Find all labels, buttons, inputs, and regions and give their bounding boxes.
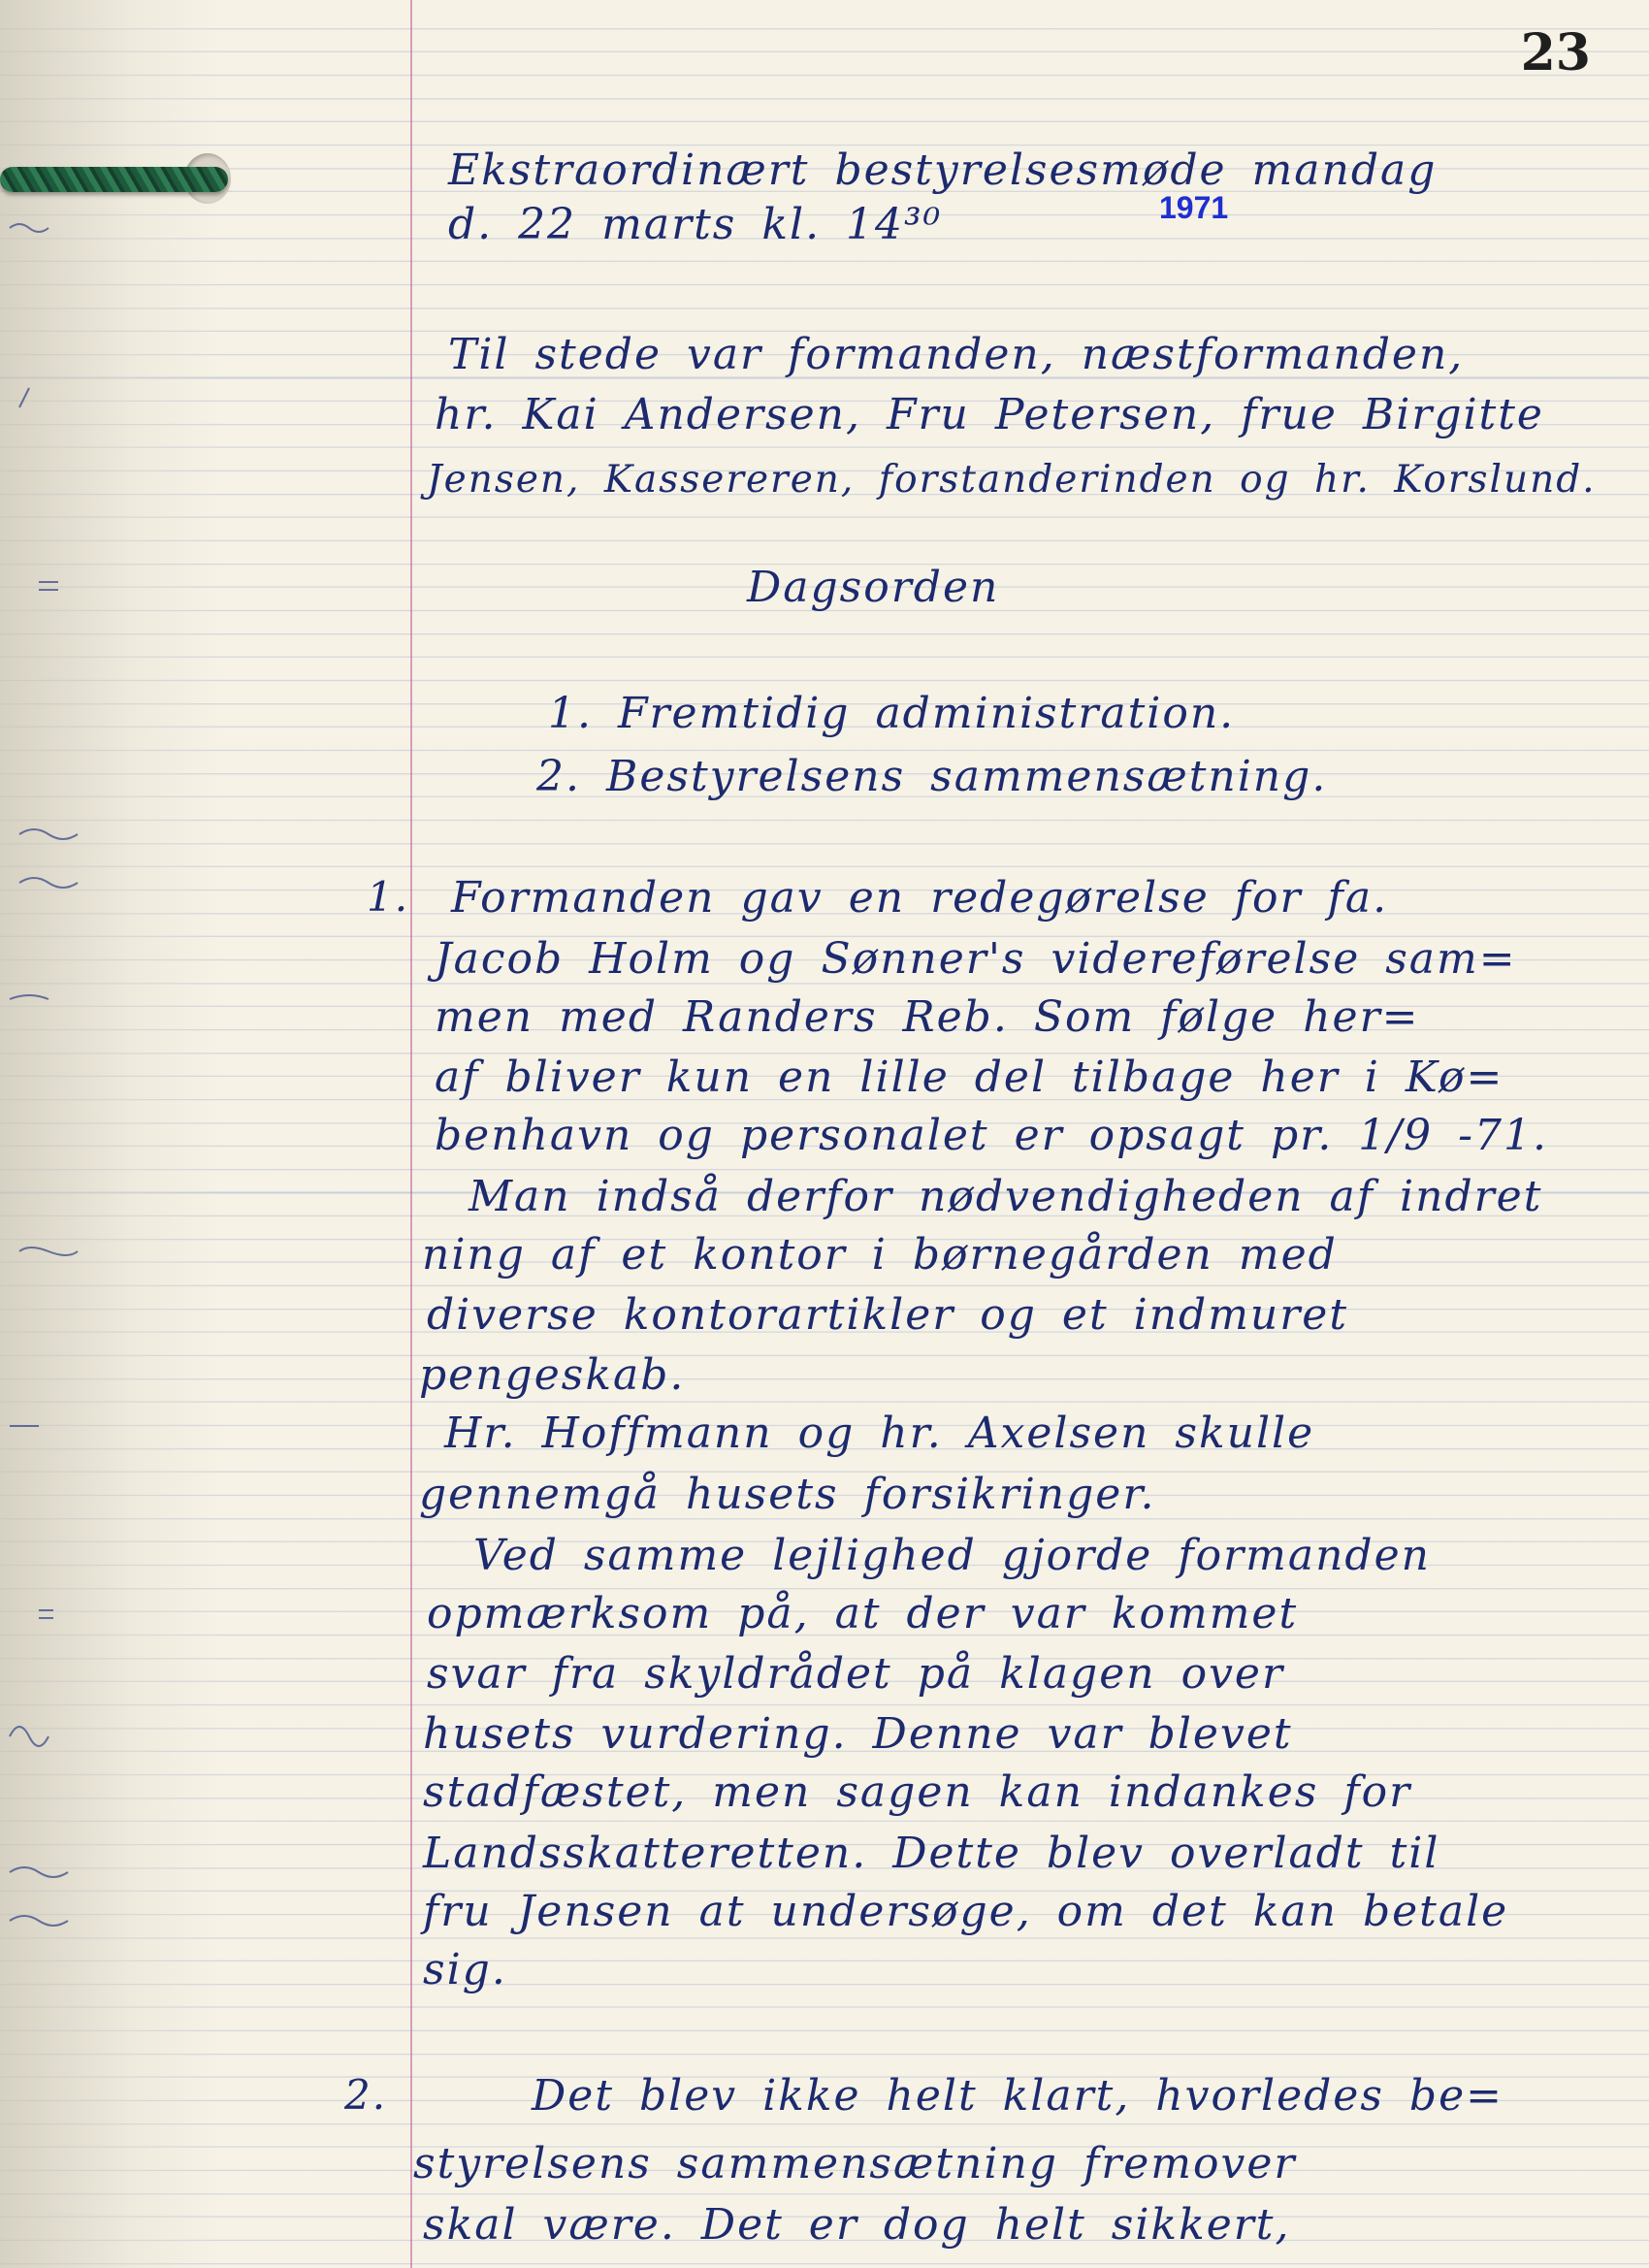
section-line: Det blev ikke helt klart, hvorledes be= — [532, 2071, 1504, 2121]
section-number: 2. — [344, 2071, 388, 2119]
section-line: stadfæstet, men sagen kan indankes for — [423, 1767, 1412, 1817]
binding-cord — [0, 167, 228, 192]
section-line: opmærksom på, at der var kommet — [427, 1589, 1299, 1638]
section-line: skal være. Det er dog helt sikkert, — [423, 2200, 1291, 2250]
year-annotation: 1971 — [1159, 190, 1229, 225]
agenda-item-number: 2. — [536, 752, 581, 801]
section-line: Landsskatteretten. Dette blev overladt til — [423, 1829, 1440, 1878]
attendees-line-2: hr. Kai Andersen, Fru Petersen, frue Birgitte — [435, 390, 1544, 439]
section-line: Man indså derfor nødvendigheden af indret — [469, 1172, 1543, 1221]
section-number: 1. — [367, 873, 410, 921]
agenda-item-1 — [548, 689, 1235, 738]
section-line: gennemgå husets forsikringer. — [419, 1470, 1156, 1519]
attendees-line-1: Til stede var formanden, næstformanden, — [448, 330, 1465, 379]
page-number: 23 — [1520, 23, 1591, 82]
agenda-item-text: Bestyrelsens sammensætning. — [605, 752, 1328, 801]
agenda-item-text: Fremtidig administration. — [617, 689, 1236, 738]
title-line-1: Ekstraordinært bestyrelsesmøde mandag — [448, 146, 1438, 195]
section-line: Ved samme lejlighed gjorde formanden — [473, 1531, 1431, 1580]
section-line: diverse kontorartikler og et indmuret — [427, 1290, 1349, 1340]
section-line: Formanden gav en redegørelse for fa. — [451, 873, 1389, 923]
section-line: fru Jensen at undersøge, om det kan betale — [423, 1887, 1509, 1936]
previous-page-scrawl — [0, 0, 87, 2268]
section-line: husets vurdering. Denne var blevet — [423, 1709, 1293, 1759]
attendees-line-3: Jensen, Kassereren, forstanderinden og hr. Korslund. — [427, 458, 1597, 502]
section-line: Hr. Hoffmann og hr. Axelsen skulle — [444, 1409, 1315, 1458]
section-line: pengeskab. — [419, 1350, 686, 1400]
section-line: svar fra skyldrådet på klagen over — [427, 1649, 1285, 1699]
title-line-2: d. 22 marts kl. 14³⁰ — [448, 200, 943, 249]
agenda-item-2 — [536, 752, 1327, 801]
section-line: styrelsens sammensætning fremover — [413, 2139, 1297, 2188]
section-line: Jacob Holm og Sønner's videreførelse sam= — [435, 934, 1517, 984]
section-line: ning af et kontor i børnegården med — [422, 1230, 1338, 1280]
agenda-item-number: 1. — [548, 689, 593, 738]
section-line: men med Randers Reb. Som følge her= — [435, 992, 1420, 1042]
section-line: af bliver kun en lille del tilbage her i Kø= — [435, 1053, 1504, 1102]
margin-line — [410, 0, 412, 2268]
agenda-heading: Dagsorden — [747, 563, 1000, 612]
section-line: benhavn og personalet er opsagt pr. 1/9 -71. — [435, 1111, 1548, 1160]
section-line: sig. — [423, 1945, 507, 1994]
